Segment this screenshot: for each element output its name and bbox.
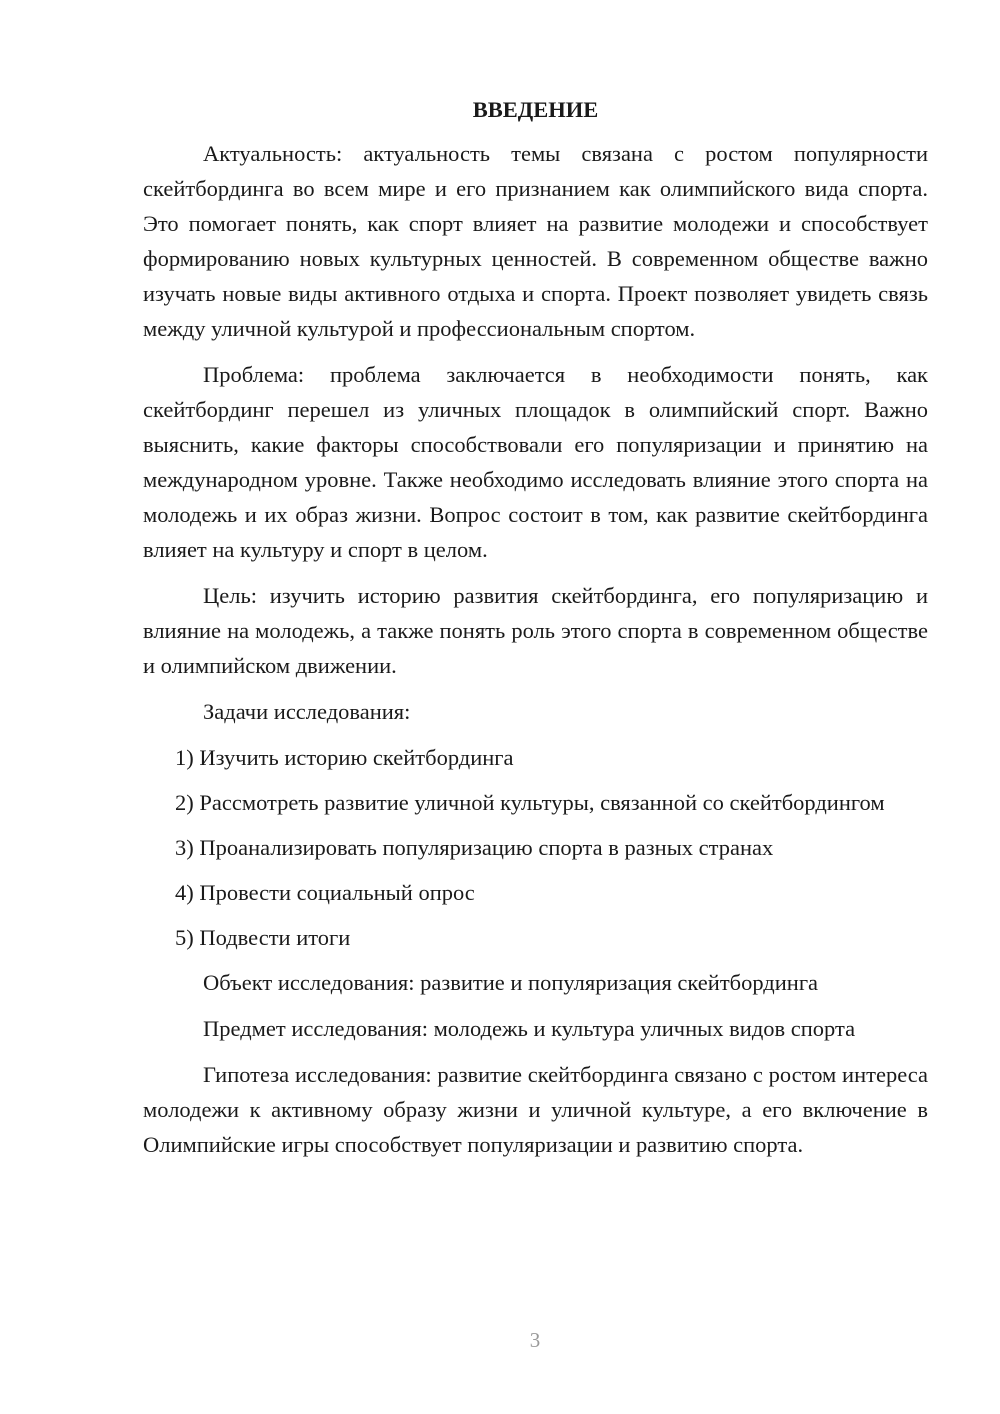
task-item-2: 2) Рассмотреть развитие уличной культуры, связанной со скейтбордингом (175, 790, 885, 815)
research-hypothesis: Гипотеза исследования: развитие скейтбординга связано с ростом интереса молодежи к активному образу жизни и уличной культуре, а его включение в Олимпийские игры способствует популяризации и развитию спорта. (143, 1062, 928, 1157)
research-object: Объект исследования: развитие и популяризация скейтбординга (203, 970, 819, 995)
document-page (143, 90, 928, 1173)
problem-paragraph: Проблема: проблема заключается в необходимости понять, как скейтбординг перешел из уличных площадок в олимпийский спорт. Важно выяснить, какие факторы способствовали его популяризации и принятию на международном уровне. Также необходимо исследовать влияние этого спорта на молодежь и их образ жизни. Вопрос состоит в том, как развитие скейтбординга влияет на культуру и спорт в целом. (143, 362, 928, 562)
relevance-paragraph: Актуальность: актуальность темы связана с ростом популярности скейтбординга во всем мире и его признанием как олимпийского вида спорта. Это помогает понять, как спорт влияет на развитие молодежи и способствует формированию новых культурных ценностей. В современном обществе важно изучать новые виды активного отдыха и спорта. Проект позволяет увидеть связь между уличной культурой и профессиональным спортом. (143, 141, 928, 341)
task-item-5: 5) Подвести итоги (175, 925, 351, 950)
task-item-4: 4) Провести социальный опрос (175, 880, 475, 905)
page-title: ВВЕДЕНИЕ (472, 97, 599, 122)
research-subject: Предмет исследования: молодежь и культура уличных видов спорта (203, 1016, 856, 1041)
task-item-3: 3) Проанализировать популяризацию спорта в разных странах (175, 835, 774, 860)
tasks-heading: Задачи исследования: (203, 699, 411, 724)
task-item-1: 1) Изучить историю скейтбординга (175, 745, 514, 770)
goal-paragraph: Цель: изучить историю развития скейтбординга, его популяризацию и влияние на молодежь, а также понять роль этого спорта в современном обществе и олимпийском движении. (143, 583, 928, 678)
page-number: 3 (529, 1328, 541, 1352)
